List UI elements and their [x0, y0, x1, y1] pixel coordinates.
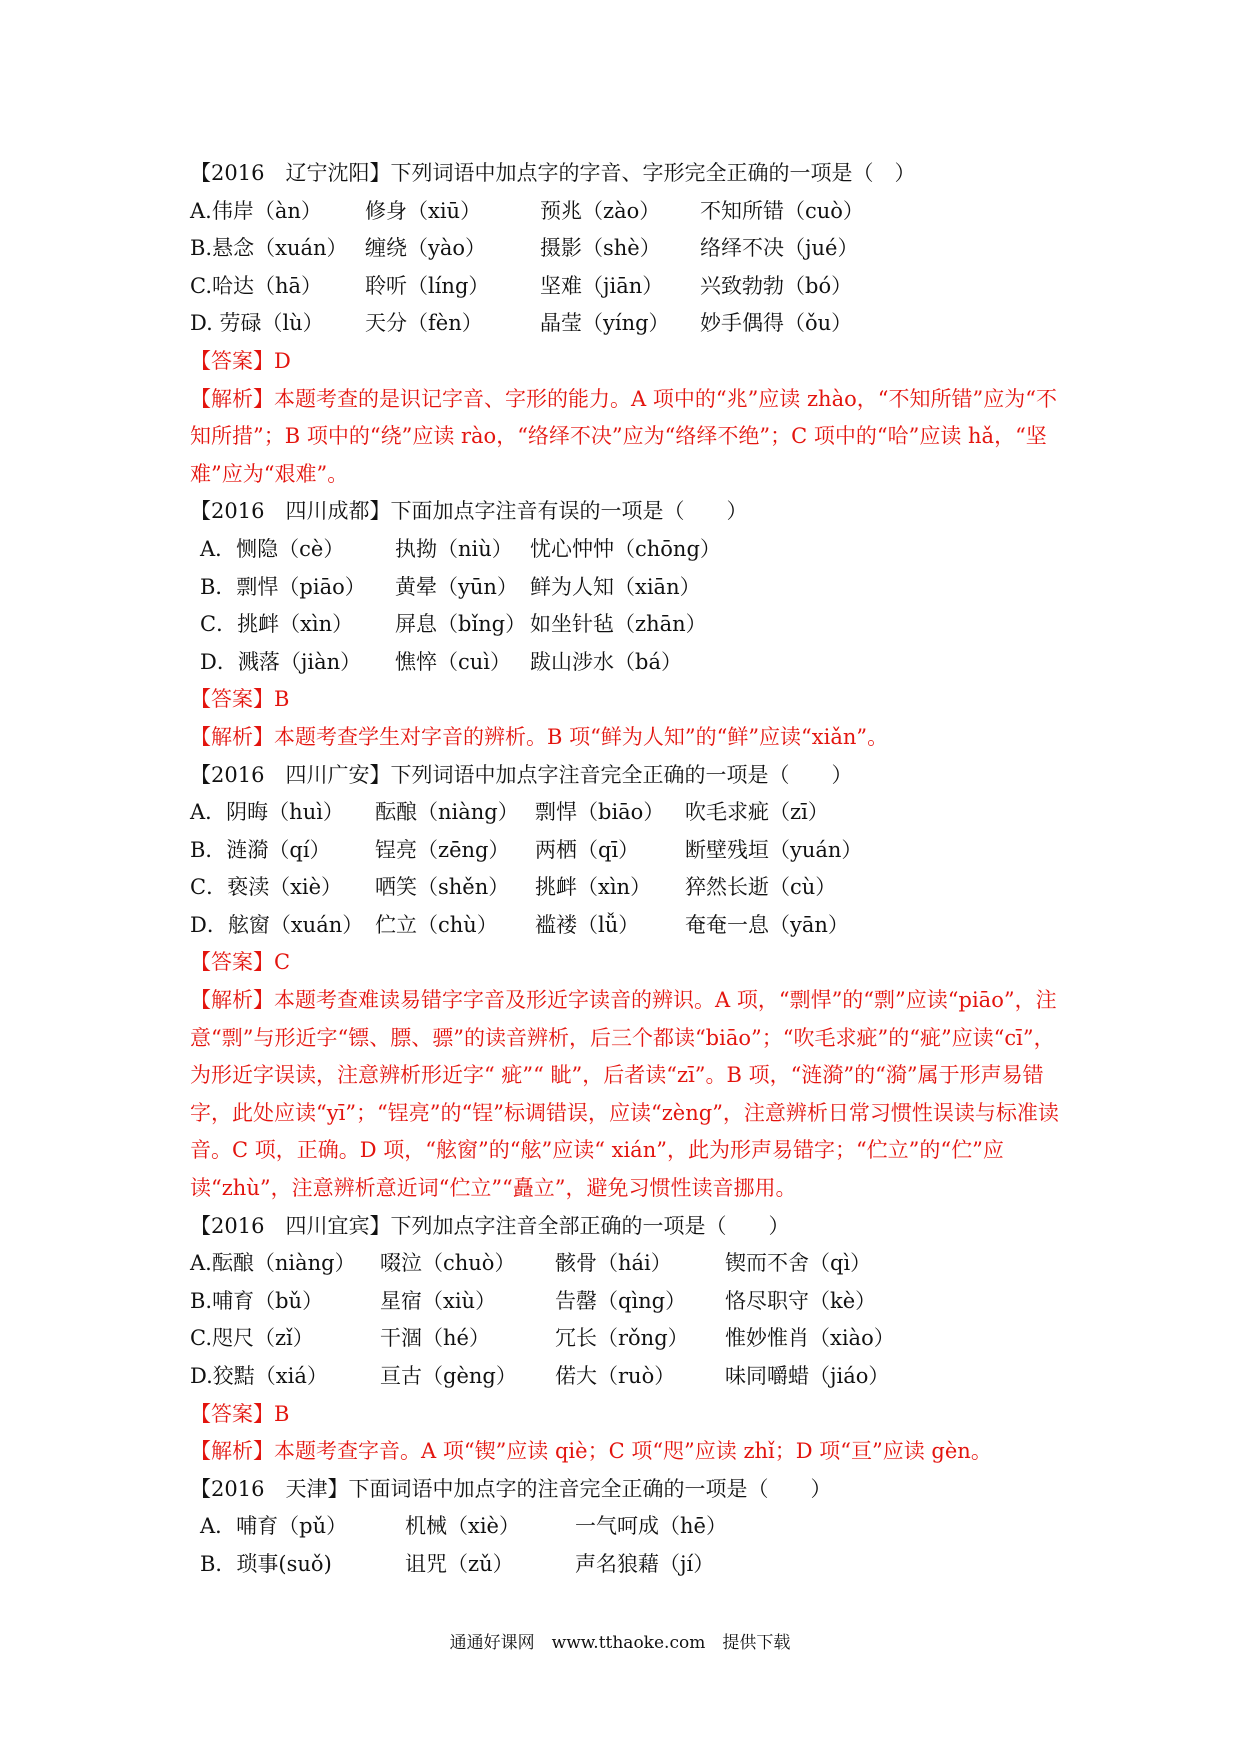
question-1-stem: 【2016 辽宁沈阳】下列词语中加点字的字音、字形完全正确的一项是（ ） — [190, 161, 916, 185]
question-5-option-a: A．哺育（pǔ） 机械（xiè） 一气呵成（hē） — [200, 1514, 727, 1539]
question-3-option-a: A．阴晦（huì） 酝酿（niàng） 剽悍（biāo） 吹毛求疵（zī） — [190, 800, 829, 825]
question-1-option-a: A.伟岸（àn） 修身（xiū） 预兆（zào） 不知所错（cuò） — [190, 198, 864, 223]
question-1-option-c: C.哈达（hā） 聆听（líng） 坚难（jiān） 兴致勃勃（bó） — [190, 273, 853, 298]
question-2-option-a: A．恻隐（cè） 执拗（niù） 忧心忡忡（chōng） — [200, 536, 721, 561]
question-2-analysis: 【解析】本题考查学生对字音的辨析。B 项“鲜为人知”的“鲜”应读“xiǎn”。 — [190, 724, 889, 749]
question-3-option-d: D．舷窗（xuán） 伫立（chù） 褴褛（lǚ） 奄奄一息（yān） — [190, 912, 849, 937]
question-2-option-b: B．剽悍（piāo） 黄晕（yūn） 鲜为人知（xiān） — [200, 574, 701, 599]
question-4-answer: 【答案】B — [190, 1401, 290, 1426]
question-2-option-d: D．溅落（jiàn） 憔悴（cuì） 跋山涉水（bá） — [200, 649, 682, 674]
question-2-answer: 【答案】B — [190, 687, 290, 712]
question-3-option-b: B．涟漪（qí） 锃亮（zēng） 两栖（qī） 断壁残垣（yuán） — [190, 837, 863, 862]
question-4-analysis: 【解析】本题考查字音。A 项“锲”应读 qiè；C 项“咫”应读 zhǐ；D 项“亘”应读 gèn。 — [190, 1439, 992, 1464]
question-3-stem: 【2016 四川广安】下列词语中加点字注音完全正确的一项是（ ） — [190, 762, 853, 787]
question-4-stem: 【2016 四川宜宾】下列加点字注音全部正确的一项是（ ） — [190, 1213, 790, 1238]
question-5-stem: 【2016 天津】下面词语中加点字的注音完全正确的一项是（ ） — [190, 1476, 832, 1501]
question-4-option-a: A.酝酿（niàng） 啜泣（chuò） 骸骨（hái） 锲而不舍（qì） — [190, 1251, 872, 1276]
question-3-option-c: C．亵渎（xiè） 哂笑（shěn） 挑衅（xìn） 猝然长逝（cù） — [190, 875, 837, 900]
page-footer: 通通好课网 www.tthaoke.com 提供下载 — [449, 1633, 791, 1653]
question-4-option-d: D.狡黠（xiá） 亘古（gèng） 偌大（ruò） 味同嚼蜡（jiáo） — [190, 1364, 890, 1388]
document-body — [190, 155, 1070, 1584]
question-4-option-c: C.咫尺（zǐ） 干涸（hé） 冗长（rǒng） 惟妙惟肖（xiào） — [190, 1326, 895, 1351]
question-3-answer: 【答案】C — [190, 950, 291, 975]
question-2-option-c: C．挑衅（xìn） 屏息（bǐng） 如坐针毡（zhān） — [200, 612, 707, 637]
question-1-option-d: D. 劳碌（lù） 天分（fèn） 晶莹（yíng） 妙手偶得（ǒu） — [190, 311, 853, 336]
question-2-stem: 【2016 四川成都】下面加点字注音有误的一项是（ ） — [190, 499, 748, 524]
question-3-analysis: 【解析】本题考查难读易错字字音及形近字读音的辨识。A 项，“剽悍”的“剽”应读“piāo”，注意“剽”与形近字“镖、膘、骠”的读音辨析，后三个都读“biāo”；“吹毛求疵”的“疵”应读“cī”，为形近字误读，注意辨析形近字“ 疵”“ 眦”，后者读“zī”。B 项，“涟漪”的“漪”属于形声易错字，此处应读“yī”；“锃亮”的“锃”标调错误，应读“zèng”，注意辨析日常习惯性误读与标准读音。C 项，正确。D 项，“舷窗”的“舷”应读“ xián”，此为形声易错字；“伫立”的“伫”应读“zhù”，注意辨析意近词“伫立”“矗立”，避免习惯性读音挪用。 — [190, 988, 1059, 1201]
question-4-option-b: B.哺育（bǔ） 星宿（xiù） 告罄（qìng） 恪尽职守（kè） — [190, 1288, 877, 1313]
question-1-option-b: B.悬念（xuán） 缠绕（yào） 摄影（shè） 络绎不决（jué） — [190, 236, 859, 261]
question-1-analysis: 【解析】本题考查的是识记字音、字形的能力。A 项中的“兆”应读 zhào，“不知所错”应为“不知所措”；B 项中的“绕”应读 rào，“络绎不决”应为“络绎不绝”；C 项中的“哈”应读 hǎ，“坚难”应为“艰难”。 — [190, 386, 1057, 486]
question-1-answer: 【答案】D — [190, 348, 291, 373]
question-5-option-b: B．琐事(suǒ) 诅咒（zǔ） 声名狼藉（jí） — [200, 1551, 715, 1576]
